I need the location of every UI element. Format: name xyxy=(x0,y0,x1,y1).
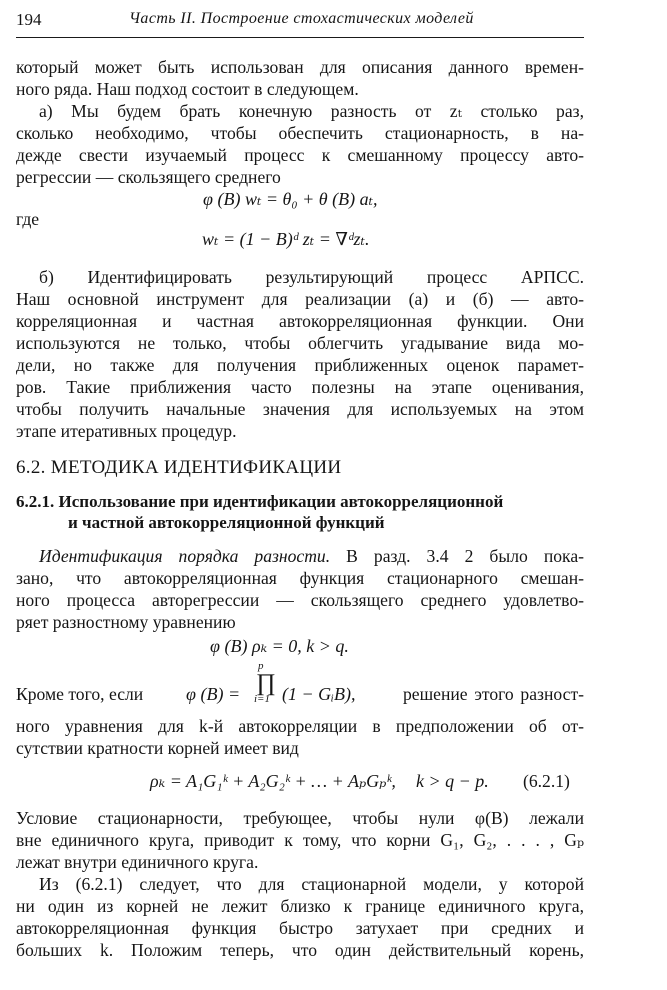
text-line: корреляционная и частная автокорреляционная функции. Они xyxy=(16,311,584,331)
text-line: Кроме того, если xyxy=(16,684,144,704)
text-line: больших k. Положим теперь, что один действительный корень, xyxy=(16,940,584,960)
equation-difference: wₜ = (1 − B)ᵈ zₜ = ∇ᵈzₜ. xyxy=(202,229,370,249)
header-rule xyxy=(16,37,584,38)
equation-number: (6.2.1) xyxy=(523,771,570,791)
text-line: а) Мы будем брать конечную разность от zₜ столько раз, xyxy=(39,101,584,121)
text-line: сколько необходимо, чтобы обеспечить стационарность, в на- xyxy=(16,123,584,143)
text-line: автокорреляционная функция быстро затухает при средних и xyxy=(16,918,584,938)
text-line: используются не только, чтобы облегчить угадывание вида мо- xyxy=(16,333,584,353)
section-heading: 6.2. МЕТОДИКА ИДЕНТИФИКАЦИИ xyxy=(16,457,342,478)
text-line: Из (6.2.1) следует, что для стационарной модели, у которой xyxy=(39,874,584,894)
text-line: решение этого разност- xyxy=(403,684,584,704)
text-line: регрессии — скользящего среднего xyxy=(16,167,281,187)
text-line: чтобы получить начальные значения для используемых на этом xyxy=(16,399,584,419)
equation-arma: φ (B) wₜ = θ₀ + θ (B) aₜ, xyxy=(203,189,378,209)
equation-difference-acf: φ (B) ρₖ = 0, k > q. xyxy=(210,636,349,656)
text-line: ров. Такие приближения часто полезны на этапе оценивания, xyxy=(16,377,584,397)
formula-rhs: (1 − GᵢB), xyxy=(282,684,356,704)
paragraph-lead: Идентификация порядка разности. xyxy=(39,546,331,566)
text-line: ни один из корней не лежит близко к границе единичного круга, xyxy=(16,896,584,916)
text-line: лежат внутри единичного круга. xyxy=(16,852,259,872)
text-line: ного уравнения для k-й автокорреляции в предположении об от- xyxy=(16,716,584,736)
text-line xyxy=(39,545,584,567)
paragraph-lead-rest: В разд. 3.4 2 было пока- xyxy=(346,546,584,566)
text-line: ного процесса авторегрессии — скользящего среднего удовлетво- xyxy=(16,590,584,610)
text-line: зано, что автокорреляционная функция стационарного смешан- xyxy=(16,568,584,588)
text-line: этапе итеративных процедур. xyxy=(16,421,237,441)
where-label: где xyxy=(16,209,40,229)
formula-lhs: φ (B) = xyxy=(186,684,241,704)
product-lower-limit: i=1 xyxy=(254,693,270,705)
equation-acf-solution: ρₖ = A₁G₁ᵏ + A₂G₂ᵏ + … + AₚGₚᵏ, xyxy=(150,771,396,791)
text-line: Наш основной инструмент для реализации (а) и (б) — авто- xyxy=(16,289,584,309)
text-line: вне единичного круга, приводит к тому, что корни G₁, G₂, . . . , Gₚ xyxy=(16,830,584,850)
text-line: ряет разностному уравнению xyxy=(16,612,236,632)
subsection-heading: 6.2.1. Использование при идентификации автокорреляционной xyxy=(16,492,504,511)
product-upper-limit: p xyxy=(258,660,264,672)
text-line: дежде свести изучаемый процесс к смешанному процессу авто- xyxy=(16,145,584,165)
text-line: б) Идентифицировать результирующий процесс АРПСС. xyxy=(39,267,584,287)
product-symbol: ∏ xyxy=(256,670,276,696)
text-line: сутствии кратности корней имеет вид xyxy=(16,738,299,758)
text-line: Условие стационарности, требующее, чтобы нули φ(B) лежали xyxy=(16,808,584,828)
text-line: который может быть использован для описания данного времен- xyxy=(16,57,584,77)
text-line: ного ряда. Наш подход состоит в следующем. xyxy=(16,79,359,99)
running-title: Часть II. Построение стохастических моделей xyxy=(129,10,474,27)
running-header xyxy=(16,10,584,38)
text-line: дели, но также для получения приближенных оценок парамет- xyxy=(16,355,584,375)
subsection-heading-cont: и частной автокорреляционной функций xyxy=(68,513,385,532)
page-number: 194 xyxy=(16,10,42,29)
equation-condition: k > q − p. xyxy=(416,771,489,791)
